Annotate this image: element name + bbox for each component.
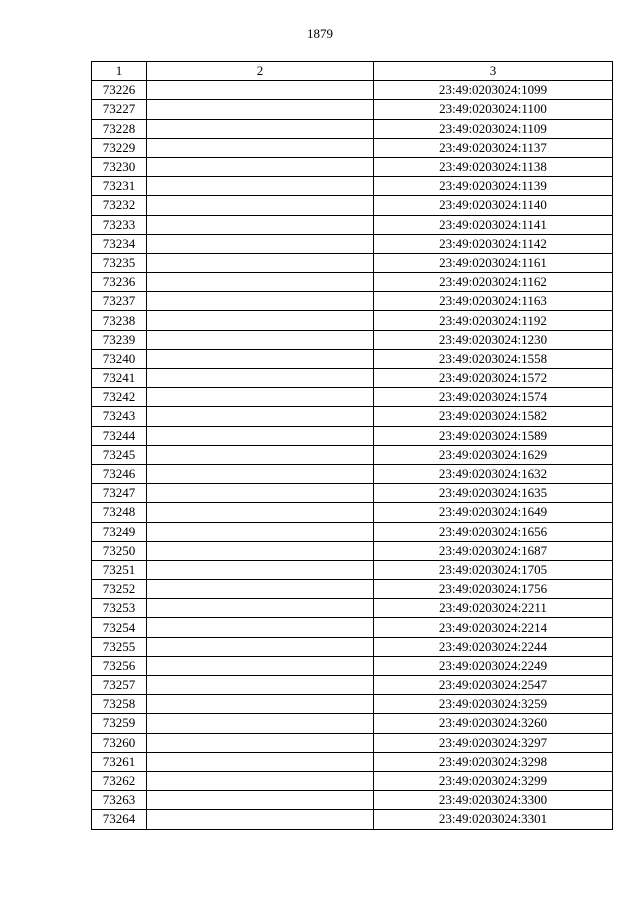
row-number-cell: 73228 bbox=[92, 119, 147, 138]
row-number-cell: 73257 bbox=[92, 676, 147, 695]
table-row bbox=[92, 464, 613, 483]
row-column-2-cell bbox=[147, 388, 374, 407]
row-number-cell: 73258 bbox=[92, 695, 147, 714]
cadastral-number-cell: 23:49:0203024:2249 bbox=[374, 656, 613, 675]
cadastral-number-cell: 23:49:0203024:1100 bbox=[374, 100, 613, 119]
cadastral-number-cell: 23:49:0203024:1230 bbox=[374, 330, 613, 349]
row-column-2-cell bbox=[147, 733, 374, 752]
table-row bbox=[92, 177, 613, 196]
table-row bbox=[92, 580, 613, 599]
row-column-2-cell bbox=[147, 618, 374, 637]
cadastral-number-cell: 23:49:0203024:3259 bbox=[374, 695, 613, 714]
row-column-2-cell bbox=[147, 810, 374, 829]
table-row bbox=[92, 81, 613, 100]
row-column-2-cell bbox=[147, 752, 374, 771]
cadastral-number-cell: 23:49:0203024:1687 bbox=[374, 541, 613, 560]
row-column-2-cell bbox=[147, 292, 374, 311]
row-column-2-cell bbox=[147, 714, 374, 733]
table-row bbox=[92, 791, 613, 810]
table-row bbox=[92, 388, 613, 407]
row-number-cell: 73242 bbox=[92, 388, 147, 407]
cadastral-number-cell: 23:49:0203024:2547 bbox=[374, 676, 613, 695]
cadastral-number-cell: 23:49:0203024:1649 bbox=[374, 503, 613, 522]
page-number: 1879 bbox=[307, 26, 333, 41]
cadastral-number-cell: 23:49:0203024:3298 bbox=[374, 752, 613, 771]
row-column-2-cell bbox=[147, 484, 374, 503]
row-column-2-cell bbox=[147, 522, 374, 541]
table-row bbox=[92, 100, 613, 119]
table-row bbox=[92, 215, 613, 234]
row-number-cell: 73238 bbox=[92, 311, 147, 330]
row-number-cell: 73260 bbox=[92, 733, 147, 752]
row-number-cell: 73245 bbox=[92, 445, 147, 464]
row-number-cell: 73230 bbox=[92, 157, 147, 176]
row-column-2-cell bbox=[147, 503, 374, 522]
row-column-2-cell bbox=[147, 273, 374, 292]
cadastral-number-cell: 23:49:0203024:1141 bbox=[374, 215, 613, 234]
row-column-2-cell bbox=[147, 215, 374, 234]
table-row bbox=[92, 695, 613, 714]
cadastral-number-cell: 23:49:0203024:1163 bbox=[374, 292, 613, 311]
table-row bbox=[92, 369, 613, 388]
table-row bbox=[92, 273, 613, 292]
row-number-cell: 73264 bbox=[92, 810, 147, 829]
table-row bbox=[92, 618, 613, 637]
table-row bbox=[92, 196, 613, 215]
table-row bbox=[92, 560, 613, 579]
row-number-cell: 73243 bbox=[92, 407, 147, 426]
row-number-cell: 73254 bbox=[92, 618, 147, 637]
cadastral-number-cell: 23:49:0203024:1756 bbox=[374, 580, 613, 599]
cadastral-number-cell: 23:49:0203024:1656 bbox=[374, 522, 613, 541]
row-column-2-cell bbox=[147, 253, 374, 272]
row-column-2-cell bbox=[147, 234, 374, 253]
table-row bbox=[92, 311, 613, 330]
column-header-1: 1 bbox=[92, 62, 147, 81]
row-number-cell: 73249 bbox=[92, 522, 147, 541]
cadastral-number-cell: 23:49:0203024:1629 bbox=[374, 445, 613, 464]
table-row bbox=[92, 119, 613, 138]
table-row bbox=[92, 330, 613, 349]
row-number-cell: 73232 bbox=[92, 196, 147, 215]
row-column-2-cell bbox=[147, 676, 374, 695]
table-row bbox=[92, 714, 613, 733]
row-column-2-cell bbox=[147, 157, 374, 176]
row-column-2-cell bbox=[147, 426, 374, 445]
row-number-cell: 73263 bbox=[92, 791, 147, 810]
row-number-cell: 73261 bbox=[92, 752, 147, 771]
row-number-cell: 73252 bbox=[92, 580, 147, 599]
row-column-2-cell bbox=[147, 580, 374, 599]
cadastral-number-cell: 23:49:0203024:1162 bbox=[374, 273, 613, 292]
cadastral-number-cell: 23:49:0203024:1589 bbox=[374, 426, 613, 445]
table-row bbox=[92, 733, 613, 752]
register-table bbox=[91, 61, 613, 830]
row-column-2-cell bbox=[147, 196, 374, 215]
table-row bbox=[92, 522, 613, 541]
cadastral-number-cell: 23:49:0203024:3297 bbox=[374, 733, 613, 752]
row-number-cell: 73227 bbox=[92, 100, 147, 119]
cadastral-number-cell: 23:49:0203024:2244 bbox=[374, 637, 613, 656]
column-header-3: 3 bbox=[374, 62, 613, 81]
row-column-2-cell bbox=[147, 119, 374, 138]
cadastral-number-cell: 23:49:0203024:3300 bbox=[374, 791, 613, 810]
table-row bbox=[92, 771, 613, 790]
cadastral-number-cell: 23:49:0203024:3299 bbox=[374, 771, 613, 790]
row-column-2-cell bbox=[147, 599, 374, 618]
row-number-cell: 73255 bbox=[92, 637, 147, 656]
table-row bbox=[92, 541, 613, 560]
cadastral-number-cell: 23:49:0203024:1705 bbox=[374, 560, 613, 579]
table-row bbox=[92, 484, 613, 503]
row-column-2-cell bbox=[147, 100, 374, 119]
row-column-2-cell bbox=[147, 656, 374, 675]
row-column-2-cell bbox=[147, 464, 374, 483]
cadastral-number-cell: 23:49:0203024:3301 bbox=[374, 810, 613, 829]
cadastral-number-cell: 23:49:0203024:3260 bbox=[374, 714, 613, 733]
table-row bbox=[92, 445, 613, 464]
cadastral-number-cell: 23:49:0203024:1161 bbox=[374, 253, 613, 272]
cadastral-number-cell: 23:49:0203024:1582 bbox=[374, 407, 613, 426]
row-column-2-cell bbox=[147, 369, 374, 388]
table-row bbox=[92, 234, 613, 253]
table-row bbox=[92, 752, 613, 771]
table-header-row bbox=[92, 62, 613, 81]
column-header-2: 2 bbox=[147, 62, 374, 81]
cadastral-number-cell: 23:49:0203024:1572 bbox=[374, 369, 613, 388]
row-number-cell: 73240 bbox=[92, 349, 147, 368]
row-number-cell: 73262 bbox=[92, 771, 147, 790]
row-number-cell: 73251 bbox=[92, 560, 147, 579]
row-number-cell: 73253 bbox=[92, 599, 147, 618]
row-column-2-cell bbox=[147, 445, 374, 464]
row-number-cell: 73244 bbox=[92, 426, 147, 445]
cadastral-number-cell: 23:49:0203024:1137 bbox=[374, 138, 613, 157]
row-number-cell: 73235 bbox=[92, 253, 147, 272]
table-body bbox=[92, 81, 613, 829]
table-row bbox=[92, 656, 613, 675]
cadastral-number-cell: 23:49:0203024:1192 bbox=[374, 311, 613, 330]
cadastral-number-cell: 23:49:0203024:1558 bbox=[374, 349, 613, 368]
row-number-cell: 73236 bbox=[92, 273, 147, 292]
table-row bbox=[92, 407, 613, 426]
row-column-2-cell bbox=[147, 407, 374, 426]
row-number-cell: 73259 bbox=[92, 714, 147, 733]
table-row bbox=[92, 138, 613, 157]
row-column-2-cell bbox=[147, 791, 374, 810]
row-number-cell: 73231 bbox=[92, 177, 147, 196]
cadastral-number-cell: 23:49:0203024:1139 bbox=[374, 177, 613, 196]
row-column-2-cell bbox=[147, 311, 374, 330]
table-row bbox=[92, 503, 613, 522]
row-column-2-cell bbox=[147, 349, 374, 368]
row-number-cell: 73250 bbox=[92, 541, 147, 560]
row-number-cell: 73233 bbox=[92, 215, 147, 234]
cadastral-number-cell: 23:49:0203024:2211 bbox=[374, 599, 613, 618]
table-row bbox=[92, 637, 613, 656]
row-column-2-cell bbox=[147, 560, 374, 579]
row-number-cell: 73239 bbox=[92, 330, 147, 349]
cadastral-number-cell: 23:49:0203024:2214 bbox=[374, 618, 613, 637]
row-column-2-cell bbox=[147, 637, 374, 656]
row-number-cell: 73256 bbox=[92, 656, 147, 675]
row-column-2-cell bbox=[147, 138, 374, 157]
row-column-2-cell bbox=[147, 330, 374, 349]
table-row bbox=[92, 426, 613, 445]
row-number-cell: 73248 bbox=[92, 503, 147, 522]
cadastral-number-cell: 23:49:0203024:1138 bbox=[374, 157, 613, 176]
row-number-cell: 73247 bbox=[92, 484, 147, 503]
cadastral-number-cell: 23:49:0203024:1632 bbox=[374, 464, 613, 483]
cadastral-number-cell: 23:49:0203024:1099 bbox=[374, 81, 613, 100]
table-row bbox=[92, 676, 613, 695]
table-row bbox=[92, 157, 613, 176]
cadastral-number-cell: 23:49:0203024:1574 bbox=[374, 388, 613, 407]
row-number-cell: 73229 bbox=[92, 138, 147, 157]
cadastral-number-cell: 23:49:0203024:1140 bbox=[374, 196, 613, 215]
table-row bbox=[92, 349, 613, 368]
table-row bbox=[92, 810, 613, 829]
cadastral-number-cell: 23:49:0203024:1109 bbox=[374, 119, 613, 138]
row-column-2-cell bbox=[147, 177, 374, 196]
table-row bbox=[92, 292, 613, 311]
row-number-cell: 73226 bbox=[92, 81, 147, 100]
row-number-cell: 73246 bbox=[92, 464, 147, 483]
row-column-2-cell bbox=[147, 771, 374, 790]
row-number-cell: 73241 bbox=[92, 369, 147, 388]
row-column-2-cell bbox=[147, 541, 374, 560]
row-number-cell: 73237 bbox=[92, 292, 147, 311]
cadastral-number-cell: 23:49:0203024:1142 bbox=[374, 234, 613, 253]
table-row bbox=[92, 253, 613, 272]
row-column-2-cell bbox=[147, 81, 374, 100]
row-number-cell: 73234 bbox=[92, 234, 147, 253]
table-row bbox=[92, 599, 613, 618]
cadastral-number-cell: 23:49:0203024:1635 bbox=[374, 484, 613, 503]
row-column-2-cell bbox=[147, 695, 374, 714]
